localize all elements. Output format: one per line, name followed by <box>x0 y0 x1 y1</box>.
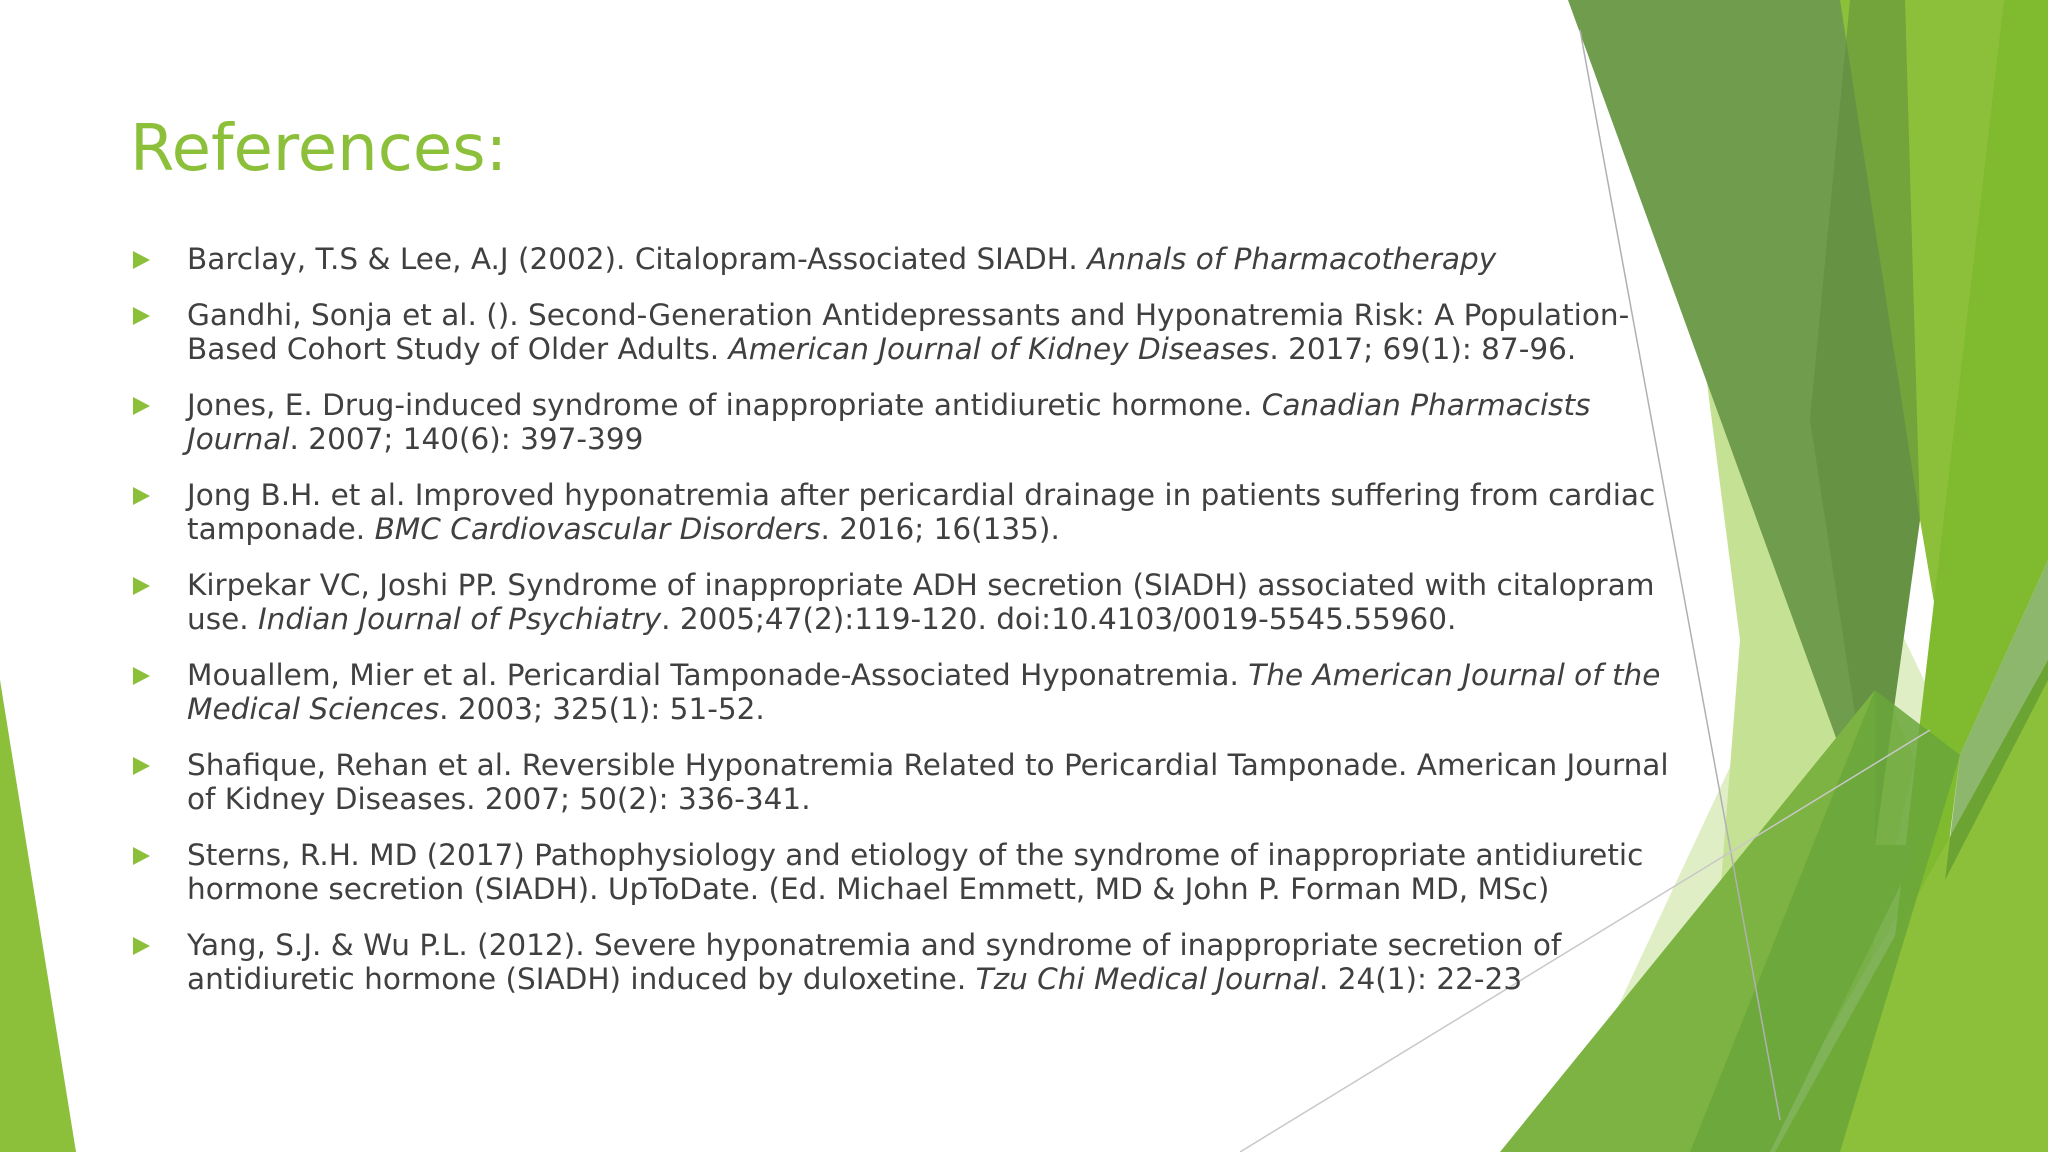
reference-citation: . 24(1): 22-23 <box>1318 962 1523 996</box>
reference-journal: The American Journal of the Medical Sciences <box>187 658 1661 726</box>
reference-text: Barclay, T.S & Lee, A.J (2002). Citalopram-Associated SIADH. <box>187 242 1088 276</box>
reference-citation: . 2003; 325(1): 51-52. <box>439 692 765 726</box>
reference-text: Shafique, Rehan et al. Reversible Hyponatremia Related to Pericardial Tamponade. American Journal of Kidney Diseases. 2007; 50(2): 336-341. <box>187 748 1669 816</box>
triangle-bullet-icon <box>133 577 150 595</box>
slide-title: References: <box>130 112 508 186</box>
reference-text: Jones, E. Drug-induced syndrome of inappropriate antidiuretic hormone. <box>187 388 1262 422</box>
triangle-bullet-icon <box>133 937 150 955</box>
reference-text: Kirpekar VC, Joshi PP. Syndrome of inappropriate ADH secretion (SIADH) associated with citalopram use. <box>187 568 1655 636</box>
reference-citation: . 2017; 69(1): 87-96. <box>1269 332 1577 366</box>
reference-text: Yang, S.J. & Wu P.L. (2012). Severe hyponatremia and syndrome of inappropriate secretion of antidiuretic hormone (SIADH) induced by duloxetine. <box>187 928 1562 996</box>
triangle-bullet-icon <box>133 397 150 415</box>
triangle-bullet-icon <box>133 251 150 269</box>
reference-text: Jong B.H. et al. Improved hyponatremia after pericardial drainage in patients suffering from cardiac tamponade. <box>187 478 1656 546</box>
triangle-bullet-icon <box>133 307 150 325</box>
reference-item <box>130 838 1690 906</box>
reference-journal: Canadian Pharmacists Journal <box>187 388 1591 456</box>
reference-journal: Indian Journal of Psychiatry <box>257 602 662 636</box>
triangle-bullet-icon <box>133 667 150 685</box>
reference-item <box>130 388 1690 456</box>
reference-item <box>130 928 1690 996</box>
reference-text: Gandhi, Sonja et al. (). Second-Generation Antidepressants and Hyponatremia Risk: A Population-Based Cohort Study of Older Adults. <box>187 298 1630 366</box>
reference-item <box>130 658 1690 726</box>
triangle-bullet-icon <box>133 757 150 775</box>
reference-citation: . 2016; 16(135). <box>820 512 1060 546</box>
reference-text: Sterns, R.H. MD (2017) Pathophysiology and etiology of the syndrome of inappropriate antidiuretic hormone secretion (SIADH). UpToDate. (Ed. Michael Emmett, MD & John P. Forman MD, MSc) <box>187 838 1644 906</box>
reference-item <box>130 478 1690 546</box>
reference-journal: Tzu Chi Medical Journal <box>975 962 1319 996</box>
reference-item <box>130 748 1690 816</box>
reference-item <box>130 298 1690 366</box>
triangle-bullet-icon <box>133 487 150 505</box>
reference-citation: . 2007; 140(6): 397-399 <box>289 422 644 456</box>
references-list <box>130 242 1690 1018</box>
left-green-facet <box>0 680 76 1152</box>
reference-item <box>130 242 1690 276</box>
reference-journal: American Journal of Kidney Diseases <box>728 332 1270 366</box>
reference-journal: BMC Cardiovascular Disorders <box>374 512 821 546</box>
reference-citation: . 2005;47(2):119-120. doi:10.4103/0019-5545.55960. <box>661 602 1457 636</box>
reference-journal: Annals of Pharmacotherapy <box>1087 242 1497 276</box>
reference-text: Mouallem, Mier et al. Pericardial Tamponade-Associated Hyponatremia. <box>187 658 1249 692</box>
triangle-bullet-icon <box>133 847 150 865</box>
reference-item <box>130 568 1690 636</box>
